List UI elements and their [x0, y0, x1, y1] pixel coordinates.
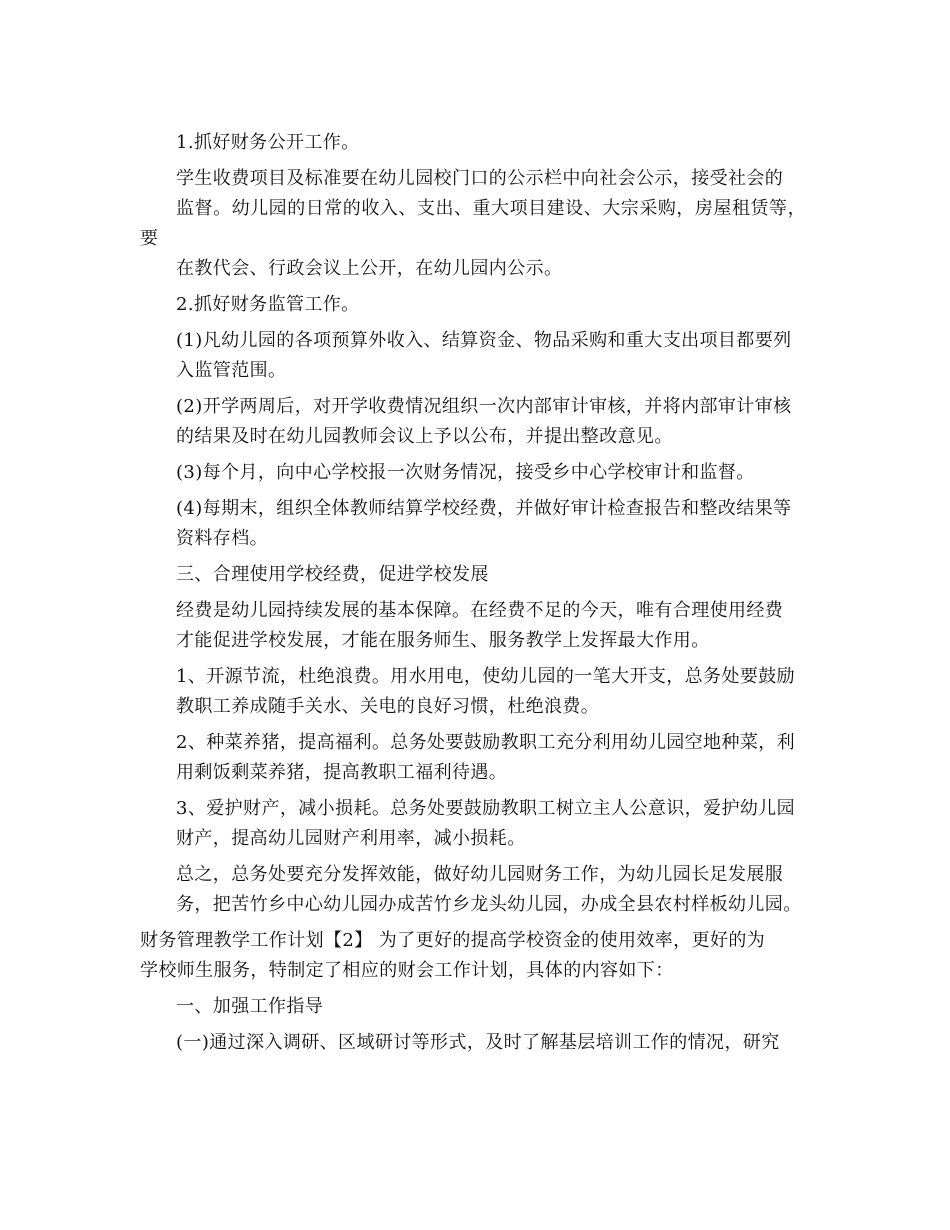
paragraph-p16 — [140, 1028, 806, 1058]
paragraph-p10 — [140, 662, 806, 722]
paragraph-p9 — [140, 596, 806, 656]
paragraph-line: 财务管理教学工作计划【2】 为了更好的提高学校资金的使用效率，更好的为 — [140, 930, 766, 951]
paragraph-line: 资料存档。 — [176, 528, 268, 549]
paragraph-line: 2.抓好财务监管工作。 — [176, 294, 360, 315]
paragraph-line: 三、合理使用学校经费，促进学校发展 — [176, 564, 489, 585]
paragraph-line: 学校师生服务，特制定了相应的财会工作计划，具体的内容如下： — [140, 960, 674, 981]
paragraph-line: 的结果及时在幼儿园教师会议上予以公布，并提出整改意见。 — [176, 426, 673, 447]
paragraph-p13 — [140, 860, 806, 920]
paragraph-line: (4)每期末，组织全体教师结算学校经费，并做好审计检查报告和整改结果等 — [176, 498, 792, 519]
paragraph-line: 在教代会、行政会议上公开，在幼儿园内公示。 — [176, 258, 563, 279]
paragraph-line: 3、爱护财产，减小损耗。总务处要鼓励教职工树立主人公意识，爱护幼儿园 — [176, 798, 796, 819]
paragraph-line: 入监管范围。 — [176, 360, 287, 381]
paragraph-line: 1、开源节流，杜绝浪费。用水用电，使幼儿园的一笔大开支，总务处要鼓励 — [176, 666, 796, 687]
paragraph-line: 用剩饭剩菜养猪，提高教职工福利待遇。 — [176, 762, 508, 783]
paragraph-line: 1.抓好财务公开工作。 — [176, 132, 360, 153]
paragraph-line: (2)开学两周后，对开学收费情况组织一次内部审计审核，并将内部审计审核 — [176, 396, 792, 417]
paragraph-line: (1)凡幼儿园的各项预算外收入、结算资金、物品采购和重大支出项目都要列 — [176, 330, 792, 351]
paragraph-p2 — [140, 164, 806, 284]
paragraph-p4 — [140, 326, 806, 386]
paragraph-p12 — [140, 794, 806, 854]
paragraph-p3 — [140, 290, 806, 320]
paragraph-p8 — [140, 560, 806, 590]
paragraph-line: 务，把苦竹乡中心幼儿园办成苦竹乡龙头幼儿园，办成全县农村样板幼儿园。 — [176, 894, 802, 915]
paragraph-p7 — [140, 494, 806, 554]
paragraph-p5 — [140, 392, 806, 452]
paragraph-p14 — [140, 926, 806, 986]
paragraph-p1 — [140, 128, 806, 158]
paragraph-line: 总之，总务处要充分发挥效能，做好幼儿园财务工作，为幼儿园长足发展服 — [176, 864, 784, 885]
paragraph-p6 — [140, 458, 806, 488]
paragraph-line: (3)每个月，向中心学校报一次财务情况，接受乡中心学校审计和监督。 — [176, 462, 755, 483]
paragraph-p11 — [140, 728, 806, 788]
paragraph-line: 2、种菜养猪，提高福利。总务处要鼓励教职工充分利用幼儿园空地种菜，利 — [176, 732, 796, 753]
paragraph-p15 — [140, 992, 806, 1022]
document-body — [140, 128, 806, 1064]
paragraph-line: 才能促进学校发展，才能在服务师生、服务教学上发挥最大作用。 — [176, 630, 710, 651]
paragraph-line: 经费是幼儿园持续发展的基本保障。在经费不足的今天，唯有合理使用经费 — [176, 600, 784, 621]
paragraph-line: 财产，提高幼儿园财产利用率，减小损耗。 — [176, 828, 526, 849]
paragraph-line: 教职工养成随手关水、关电的良好习惯，杜绝浪费。 — [176, 696, 600, 717]
paragraph-line: 一、加强工作指导 — [176, 996, 324, 1017]
paragraph-line: 监督。幼儿园的日常的收入、支出、重大项目建设、大宗采购，房屋租赁等，要 — [140, 198, 806, 249]
paragraph-line: 学生收费项目及标准要在幼儿园校门口的公示栏中向社会公示，接受社会的 — [176, 168, 784, 189]
paragraph-line: (一)通过深入调研、区域研讨等形式，及时了解基层培训工作的情况，研究 — [176, 1032, 780, 1053]
